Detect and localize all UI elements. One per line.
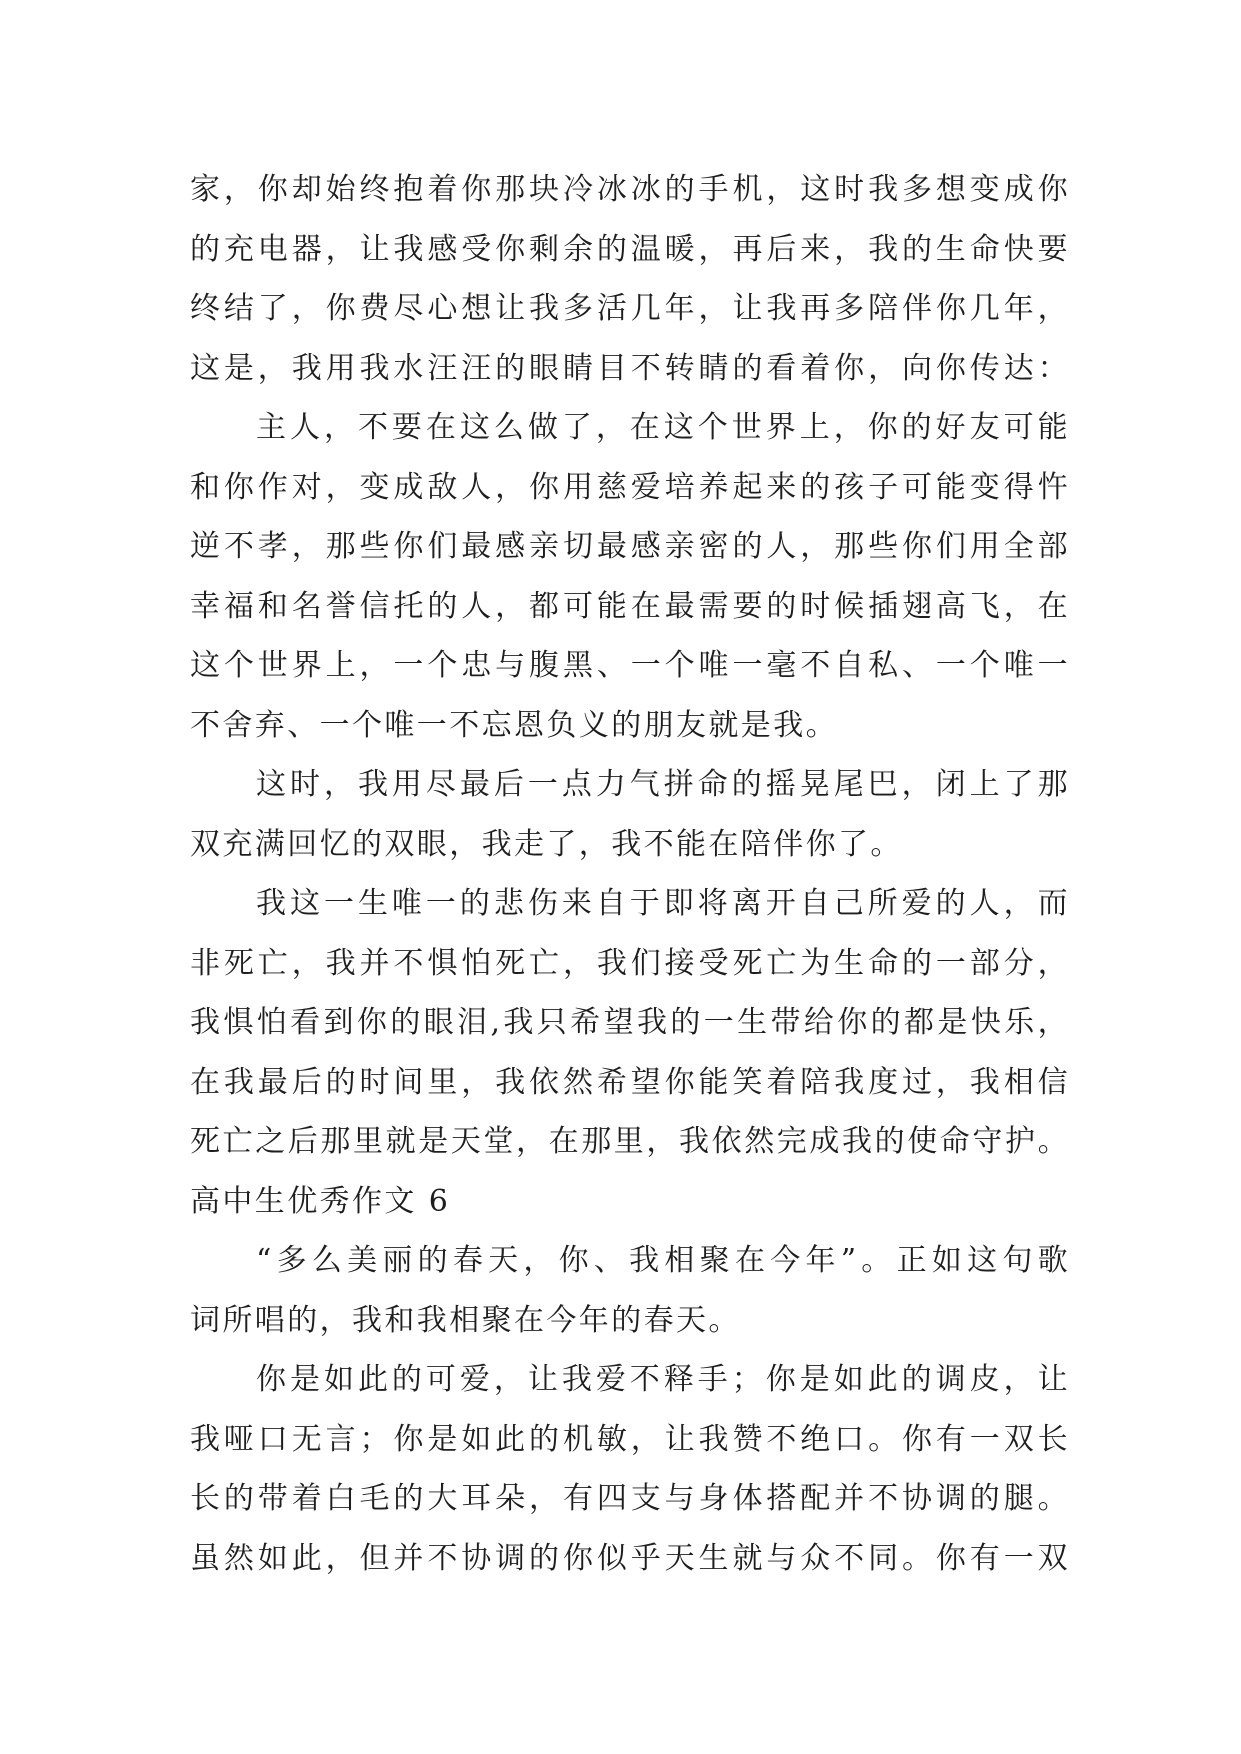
paragraph bbox=[190, 1231, 1070, 1350]
text-line: 这个世界上，一个忠与腹黑、一个唯一毫不自私、一个唯一 bbox=[190, 648, 1070, 683]
text-line: 非死亡，我并不惧怕死亡，我们接受死亡为生命的一部分， bbox=[190, 945, 1070, 981]
text-line: 不舍弃、一个唯一不忘恩负义的朋友就是我。 bbox=[190, 707, 838, 743]
text-line: 我这一生唯一的悲伤来自于即将离开自己所爱的人，而 bbox=[256, 886, 1070, 921]
text-line: 幸福和名誉信托的人，都可能在最需要的时候插翅高飞，在 bbox=[190, 588, 1070, 624]
paragraph bbox=[190, 160, 1070, 398]
essay-body bbox=[190, 160, 1070, 1588]
text-line: 长的带着白毛的大耳朵，有四支与身体搭配并不协调的腿。 bbox=[190, 1481, 1070, 1516]
text-line: 死亡之后那里就是天堂，在那里，我依然完成我的使命守护。 bbox=[190, 1124, 1070, 1159]
section-heading: 高中生优秀作文 6 bbox=[190, 1183, 451, 1219]
text-line: 虽然如此，但并不协调的你似乎天生就与众不同。你有一双 bbox=[190, 1540, 1070, 1576]
text-line: 你是如此的可爱，让我爱不释手；你是如此的调皮，让 bbox=[256, 1362, 1070, 1397]
text-line: 双充满回忆的双眼，我走了，我不能在陪伴你了。 bbox=[190, 826, 903, 862]
text-line: “多么美丽的春天，你、我相聚在今年”。正如这句歌 bbox=[256, 1243, 1070, 1278]
text-line: 家，你却始终抱着你那块冷冰冰的手机，这时我多想变成你 bbox=[190, 172, 1070, 207]
paragraph bbox=[190, 755, 1070, 874]
paragraph bbox=[190, 874, 1070, 1172]
text-line: 逆不孝，那些你们最感亲切最感亲密的人，那些你们用全部 bbox=[190, 529, 1070, 564]
text-line: 在我最后的时间里，我依然希望你能笑着陪我度过，我相信 bbox=[190, 1064, 1070, 1100]
text-line: 我哑口无言；你是如此的机敏，让我赞不绝口。你有一双长 bbox=[190, 1421, 1070, 1457]
paragraph bbox=[190, 398, 1070, 755]
paragraph bbox=[190, 1350, 1070, 1588]
text-line: 这是，我用我水汪汪的眼睛目不转睛的看着你，向你传达： bbox=[190, 350, 1070, 386]
text-line: 这时，我用尽最后一点力气拼命的摇晃尾巴，闭上了那 bbox=[256, 767, 1070, 802]
text-line: 主人，不要在这么做了，在这个世界上，你的好友可能 bbox=[256, 410, 1070, 445]
text-line: 的充电器，让我感受你剩余的温暖，再后来，我的生命快要 bbox=[190, 231, 1070, 267]
text-line: 我惧怕看到你的眼泪,我只希望我的一生带给你的都是快乐， bbox=[190, 1005, 1070, 1040]
text-line: 词所唱的，我和我相聚在今年的春天。 bbox=[190, 1302, 741, 1338]
text-line: 终结了，你费尽心想让我多活几年，让我再多陪伴你几年， bbox=[190, 291, 1070, 326]
text-line: 和你作对，变成敌人，你用慈爱培养起来的孩子可能变得忤 bbox=[190, 469, 1070, 505]
